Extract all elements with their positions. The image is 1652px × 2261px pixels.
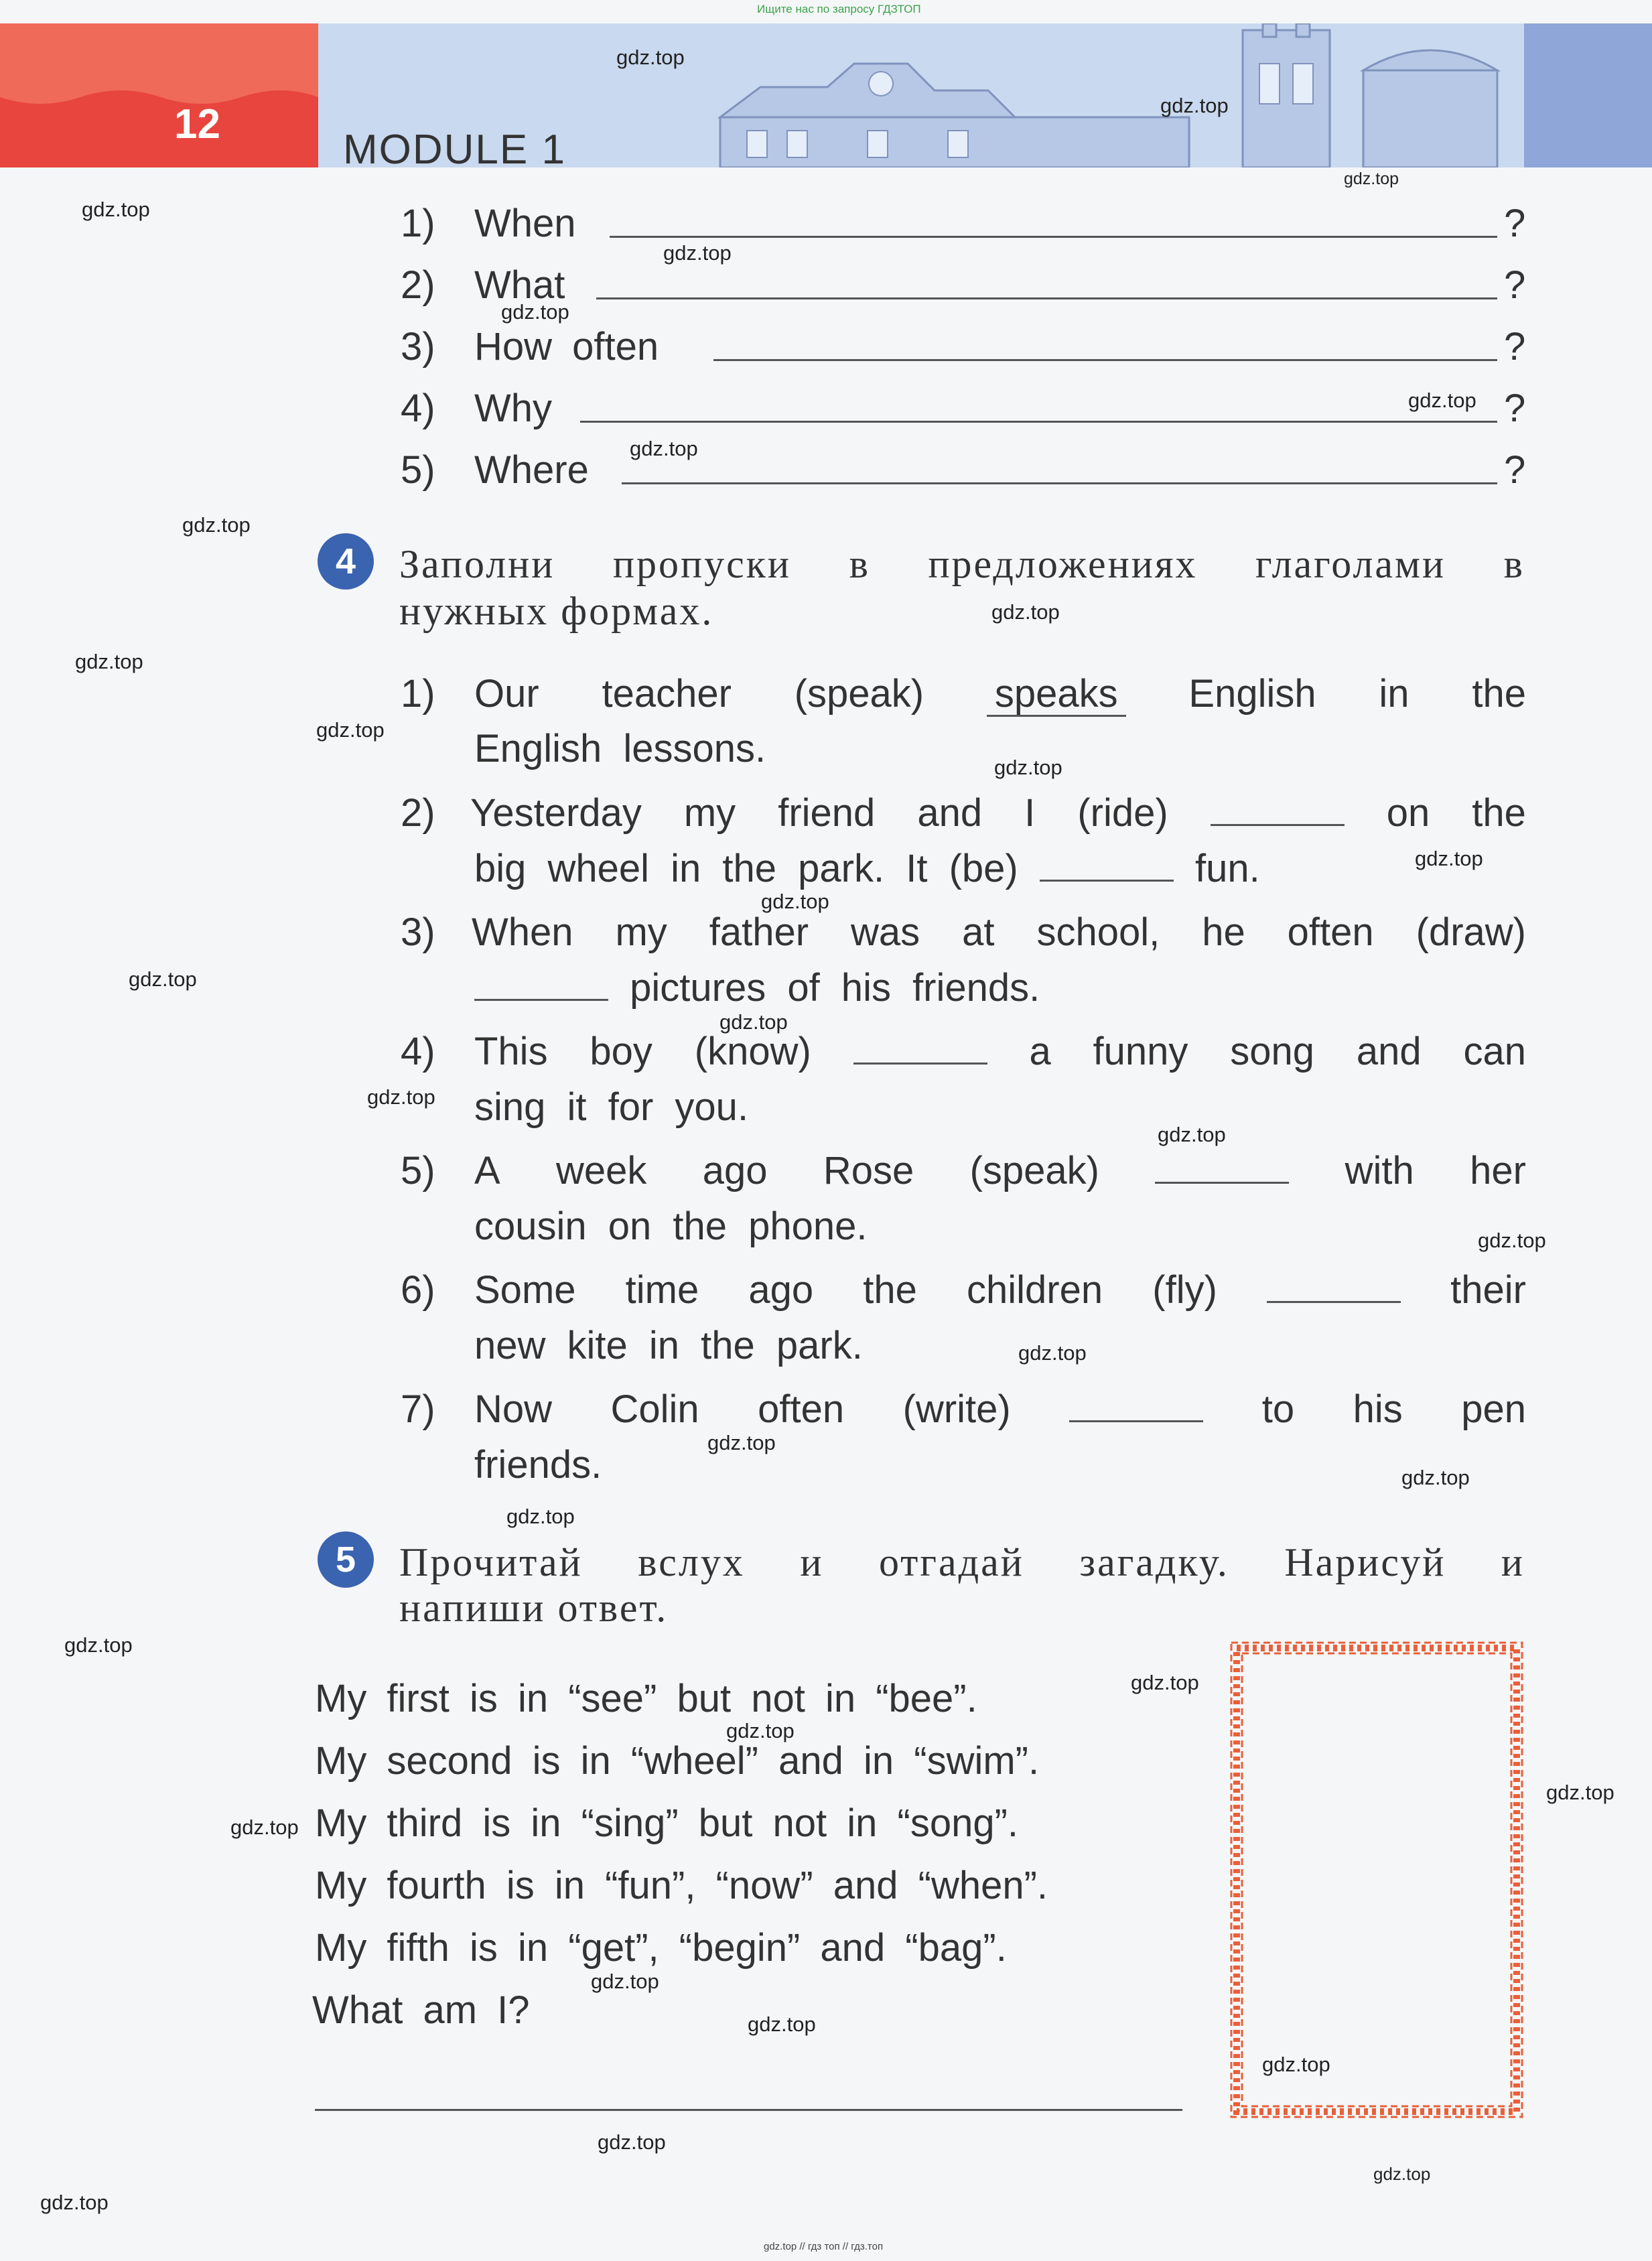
question-number: 5): [401, 448, 435, 492]
tab-wave-decoration: [0, 23, 318, 167]
watermark: gdz.top: [598, 2130, 666, 2154]
word: his: [1353, 1387, 1403, 1431]
task-4-badge: 4: [318, 533, 374, 590]
word: children: [967, 1268, 1103, 1312]
answer-line[interactable]: [713, 359, 1497, 361]
item-continuation: [474, 846, 1260, 891]
question-mark: ?: [1504, 202, 1526, 245]
word: with: [1345, 1149, 1414, 1192]
verb-hint: (know): [694, 1030, 811, 1073]
page-number: 12: [174, 101, 220, 147]
answer-blank[interactable]: [1211, 824, 1345, 826]
question-number: 4): [401, 387, 435, 430]
watermark: gdz.top: [75, 650, 143, 673]
word: my: [683, 791, 736, 835]
word: on: [1386, 791, 1430, 835]
verb-hint: (speak): [969, 1149, 1099, 1192]
answer-blank[interactable]: [1069, 1420, 1203, 1422]
answer-line[interactable]: [580, 421, 1497, 423]
answer-blank[interactable]: [853, 1063, 987, 1065]
watermark: gdz.top: [506, 1505, 575, 1528]
answer-line[interactable]: [596, 297, 1497, 299]
word: funny: [1093, 1030, 1188, 1073]
watermark: gdz.top: [64, 1633, 133, 1657]
watermark: gdz.top: [40, 2191, 109, 2214]
word: and: [1356, 1030, 1422, 1073]
verb-hint: (draw): [1416, 910, 1526, 954]
word: This: [474, 1030, 548, 1073]
item-continuation: sing it for you.: [474, 1085, 749, 1129]
task-5-instruction: Прочитай вслух и отгадай загадку. Нарисуй и: [399, 1540, 1525, 1584]
watermark: gdz.top: [1262, 2053, 1330, 2076]
question-mark: ?: [1504, 263, 1526, 307]
word: her: [1470, 1149, 1526, 1192]
item-continuation: friends.: [474, 1443, 602, 1487]
watermark: gdz.top: [994, 756, 1062, 779]
riddle-line: My fifth is in “get”, “begin” and “bag”.: [315, 1926, 1007, 1970]
word: Some: [474, 1268, 576, 1312]
watermark: gdz.top: [1018, 1341, 1087, 1365]
watermark: gdz.top: [1401, 1466, 1470, 1489]
item-number: 7): [401, 1387, 435, 1431]
word: at: [962, 910, 995, 954]
bottom-credit: gdz.top // гдз топ // гдз.топ: [764, 2241, 884, 2252]
verb-hint: (speak): [794, 672, 924, 715]
drawing-frame[interactable]: [1227, 1639, 1526, 2121]
riddle-question: What am I?: [312, 1988, 530, 2032]
task-4-instruction: Заполни пропуски в предложениях глаголами в: [399, 542, 1525, 586]
watermark: gdz.top: [616, 46, 685, 69]
word: I: [1024, 791, 1036, 835]
item-continuation: English lessons.: [474, 727, 766, 770]
question-mark: ?: [1504, 448, 1526, 492]
item-number: 5): [401, 1149, 435, 1192]
watermark: gdz.top: [1408, 389, 1476, 412]
riddle-line: My second is in “wheel” and in “swim”.: [315, 1739, 1040, 1783]
task-4-item-2: [470, 791, 1526, 835]
verb-hint: (write): [902, 1387, 1011, 1431]
zigzag-border: [1227, 1639, 1526, 2121]
question-number: 1): [401, 202, 435, 245]
word: father: [709, 910, 809, 954]
word: friend: [778, 791, 876, 835]
word: Now: [474, 1387, 553, 1431]
answer-blank[interactable]: [1040, 880, 1174, 882]
riddle-line: My fourth is in “fun”, “now” and “when”.: [315, 1864, 1048, 1907]
answer-blank[interactable]: [1155, 1182, 1289, 1184]
word: week: [556, 1149, 647, 1192]
top-search-hint: Ищите нас по запросу ГДЗТОП: [757, 3, 921, 15]
word: in: [1379, 672, 1409, 715]
task-4-item-7: [474, 1387, 1526, 1432]
word: A: [474, 1149, 500, 1192]
example-answer: speaks: [987, 673, 1126, 717]
watermark: gdz.top: [1415, 847, 1483, 870]
task-4-item-1: [474, 671, 1526, 717]
item-continuation: new kite in the park.: [474, 1324, 863, 1367]
word: their: [1450, 1268, 1526, 1312]
watermark: gdz.top: [367, 1085, 435, 1109]
word: pen: [1461, 1387, 1526, 1431]
item-number: 4): [401, 1030, 435, 1073]
task-4-item-4: [474, 1029, 1526, 1074]
word: can: [1463, 1030, 1526, 1073]
word: ago: [748, 1268, 814, 1312]
watermark: gdz.top: [1546, 1781, 1614, 1804]
task-5-instruction-line2: напиши ответ.: [399, 1586, 669, 1630]
verb-hint: (fly): [1152, 1268, 1217, 1312]
question-word: When: [474, 202, 576, 245]
watermark: gdz.top: [1344, 169, 1399, 188]
item-continuation: [474, 965, 1040, 1010]
watermark: gdz.top: [707, 1431, 776, 1454]
page-number-tab: [0, 23, 318, 167]
watermark: gdz.top: [719, 1010, 788, 1034]
module-title: MODULE 1: [343, 127, 566, 173]
question-word: Where: [474, 448, 589, 492]
answer-blank[interactable]: [474, 999, 608, 1001]
header-corner: [1524, 23, 1652, 167]
watermark: gdz.top: [1158, 1123, 1226, 1146]
task-4-item-6: [474, 1267, 1526, 1312]
continuation-text: big wheel in the park. It (be): [474, 847, 1018, 890]
watermark: gdz.top: [748, 2012, 816, 2036]
riddle-line: My first is in “see” but not in “bee”.: [315, 1677, 977, 1720]
watermark: gdz.top: [726, 1719, 795, 1742]
riddle-line: My third is in “sing” but not in “song”.: [315, 1801, 1019, 1845]
answer-line[interactable]: [315, 2109, 1182, 2111]
word: boy: [590, 1030, 652, 1073]
watermark: gdz.top: [991, 600, 1060, 624]
watermark: gdz.top: [1373, 2164, 1431, 2184]
word: Rose: [823, 1149, 914, 1192]
answer-line[interactable]: [622, 482, 1497, 484]
question-word: What: [474, 263, 565, 307]
word: Yesterday: [470, 791, 642, 835]
word: Our: [474, 672, 539, 715]
watermark: gdz.top: [1478, 1229, 1546, 1252]
watermark: gdz.top: [182, 513, 251, 537]
word: the: [1472, 672, 1526, 715]
answer-line[interactable]: [610, 236, 1497, 238]
word: often: [758, 1387, 845, 1431]
watermark: gdz.top: [663, 241, 732, 265]
continuation-text: pictures of his friends.: [630, 966, 1040, 1010]
word: to: [1261, 1387, 1295, 1431]
question-number: 2): [401, 263, 435, 307]
watermark: gdz.top: [761, 890, 829, 913]
watermark: gdz.top: [230, 1815, 299, 1839]
word: my: [615, 910, 667, 954]
word: song: [1230, 1030, 1315, 1073]
word: and: [917, 791, 983, 835]
item-number: 2): [401, 791, 435, 835]
verb-hint: (ride): [1077, 791, 1168, 835]
question-word: Why: [474, 387, 552, 430]
watermark: gdz.top: [630, 437, 698, 460]
word: time: [625, 1268, 699, 1312]
watermark: gdz.top: [591, 1970, 659, 1993]
word: the: [863, 1268, 917, 1312]
task-4-instruction-line2: нужных формах.: [399, 589, 714, 633]
word: teacher: [602, 672, 732, 715]
item-continuation: cousin on the phone.: [474, 1205, 868, 1248]
word: Colin: [610, 1387, 699, 1431]
item-number: 1): [401, 672, 435, 715]
task-4-item-3: [472, 910, 1526, 955]
question-word: How often: [474, 325, 659, 368]
word: he: [1202, 910, 1245, 954]
word: the: [1472, 791, 1526, 835]
word: English: [1188, 672, 1316, 715]
question-mark: ?: [1504, 387, 1526, 430]
word: was: [851, 910, 920, 954]
word: a: [1029, 1030, 1051, 1073]
answer-blank[interactable]: [1267, 1301, 1401, 1303]
continuation-text: fun.: [1194, 847, 1260, 890]
watermark: gdz.top: [1131, 1671, 1199, 1694]
question-mark: ?: [1504, 325, 1526, 368]
watermark: gdz.top: [82, 198, 150, 221]
task-5-badge: 5: [318, 1531, 374, 1588]
watermark: gdz.top: [501, 300, 569, 324]
watermark: gdz.top: [129, 967, 197, 991]
question-number: 3): [401, 325, 435, 368]
item-number: 6): [401, 1268, 435, 1312]
task-4-item-5: [474, 1148, 1526, 1193]
word: ago: [702, 1149, 768, 1192]
word: When: [472, 910, 573, 954]
item-number: 3): [401, 910, 435, 954]
word: often: [1287, 910, 1374, 954]
word: school,: [1036, 910, 1160, 954]
watermark: gdz.top: [316, 718, 385, 742]
watermark: gdz.top: [1160, 94, 1229, 117]
